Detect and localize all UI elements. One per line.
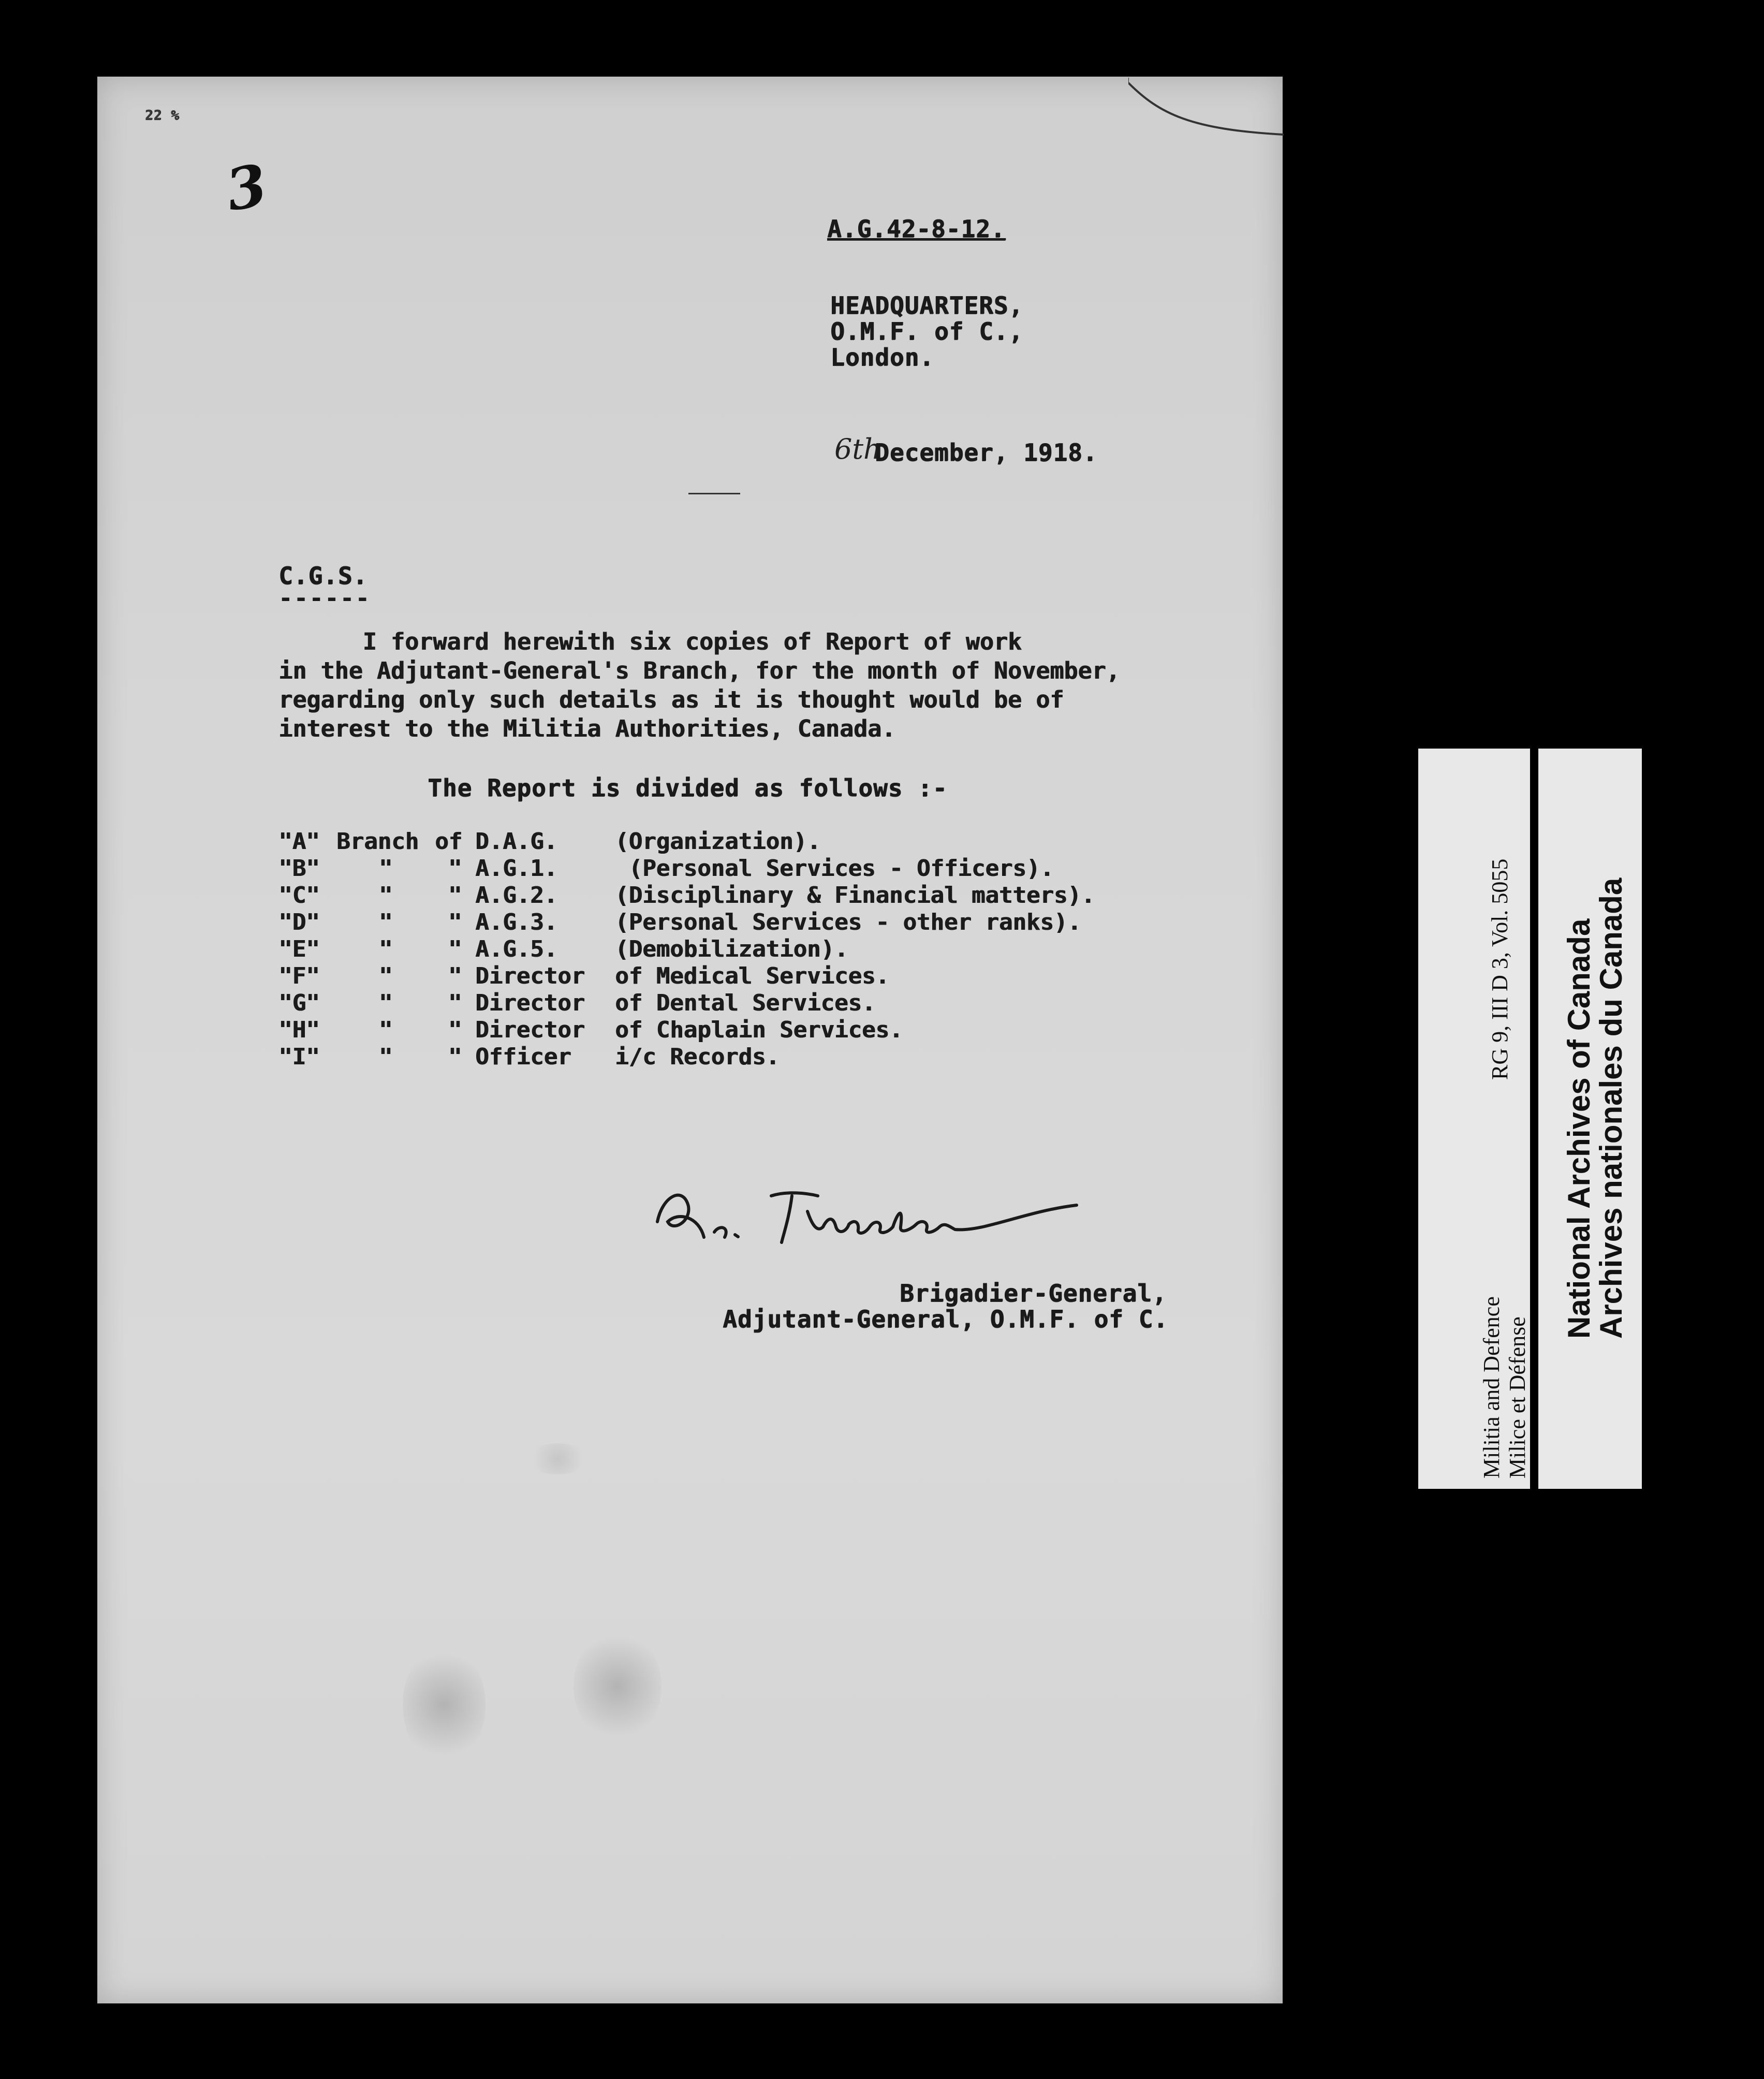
archive-reference: RG 9, III D 3, Vol. 5055: [1487, 858, 1512, 1080]
branch-word: ": [378, 909, 393, 935]
institution-en: National Archives of Canada: [1562, 918, 1596, 1339]
file-reference: A.G.42-8-12.: [827, 215, 1006, 243]
branch-word: ": [378, 1017, 393, 1043]
list-item: [278, 828, 1095, 855]
date-typed: December, 1918.: [875, 438, 1098, 466]
branch-code: A.G.3.: [475, 909, 557, 935]
institution-fr: Archives nationales du Canada: [1594, 877, 1628, 1339]
date-rule: [688, 493, 740, 494]
branch-code: A.G.5.: [475, 936, 557, 962]
branch-of: ": [448, 882, 462, 909]
branch-word: Branch: [336, 828, 419, 855]
body-paragraph: [278, 627, 1120, 743]
branch-letter: "F": [278, 963, 320, 989]
branch-letter: "A": [278, 828, 320, 855]
branch-of: ": [448, 909, 462, 935]
address-line-1: HEADQUARTERS,: [830, 291, 1024, 319]
body-line: I forward herewith six copies of Report of work: [278, 628, 1022, 655]
list-item: [278, 990, 1095, 1017]
list-item: [278, 1017, 1095, 1044]
branch-description: (Disciplinary & Financial matters).: [615, 882, 1095, 909]
branch-of: ": [448, 855, 462, 882]
addressee: C.G.S.: [278, 562, 368, 590]
branch-letter: "E": [278, 936, 320, 962]
list-item: [278, 936, 1095, 963]
branch-of: ": [448, 990, 462, 1016]
body-line: interest to the Militia Authorities, Canada.: [278, 715, 896, 742]
address-line-2: O.M.F. of C.,: [830, 317, 1024, 345]
stain: [403, 1645, 486, 1764]
branch-of: ": [448, 936, 462, 962]
branch-code: Director: [475, 1017, 585, 1043]
signatory-title: Adjutant-General, O.M.F. of C.: [723, 1305, 1168, 1333]
branch-description: (Personal Services - Officers).: [615, 855, 1054, 882]
branch-code: A.G.2.: [475, 882, 557, 909]
body-line: regarding only such details as it is thought would be of: [278, 686, 1064, 713]
list-item: [278, 855, 1095, 882]
branch-word: ": [378, 1044, 393, 1070]
branch-letter: "C": [278, 882, 320, 909]
branch-word: ": [378, 936, 393, 962]
stain: [574, 1630, 662, 1744]
branch-word: ": [378, 855, 393, 882]
branch-letter: "H": [278, 1017, 320, 1043]
archive-label-right: [1538, 749, 1642, 1489]
collection-fr: Milice et Défense: [1505, 1316, 1530, 1478]
signatory-rank: Brigadier-General,: [900, 1279, 1167, 1307]
address-line-3: London.: [830, 343, 934, 371]
branch-code: Director: [475, 963, 585, 989]
addressee-rule: ------: [278, 584, 371, 612]
handwritten-signature: [652, 1175, 1097, 1258]
branch-code: Director: [475, 990, 585, 1016]
branch-description: (Demobilization).: [615, 936, 848, 962]
list-item: [278, 882, 1095, 909]
branch-description: of Medical Services.: [615, 963, 889, 989]
corner-scribble: 3: [221, 151, 272, 224]
date-day-handwritten: 6th: [834, 433, 881, 465]
branch-of: of: [435, 828, 462, 855]
division-intro: The Report is divided as follows :-: [428, 774, 948, 802]
branch-code: Officer: [475, 1044, 571, 1070]
corner-fold: [1128, 78, 1284, 140]
branch-letter: "I": [278, 1044, 320, 1070]
branch-letter: "G": [278, 990, 320, 1016]
branch-word: ": [378, 990, 393, 1016]
branch-letter: "D": [278, 909, 320, 935]
list-item: [278, 1044, 1095, 1071]
list-item: [278, 909, 1095, 936]
branch-description: of Dental Services.: [615, 990, 876, 1016]
branch-description: (Personal Services - other ranks).: [615, 909, 1081, 935]
branch-of: ": [448, 1044, 462, 1070]
branch-description: of Chaplain Services.: [615, 1017, 903, 1043]
branch-of: ": [448, 963, 462, 989]
page-ref-mark: 22 %: [145, 108, 180, 123]
branch-list: [278, 828, 1095, 1071]
branch-code: A.G.1.: [475, 855, 557, 882]
branch-code: D.A.G.: [475, 828, 557, 855]
branch-word: ": [378, 963, 393, 989]
archive-label-left: [1418, 749, 1530, 1489]
branch-of: ": [448, 1017, 462, 1043]
list-item: [278, 963, 1095, 990]
branch-letter: "B": [278, 855, 320, 882]
collection-en: Militia and Defence: [1479, 1296, 1504, 1478]
body-line: in the Adjutant-General's Branch, for the month of November,: [278, 657, 1120, 684]
branch-word: ": [378, 882, 393, 909]
branch-description: (Organization).: [615, 828, 821, 855]
stain: [527, 1443, 589, 1474]
branch-description: i/c Records.: [615, 1044, 780, 1070]
